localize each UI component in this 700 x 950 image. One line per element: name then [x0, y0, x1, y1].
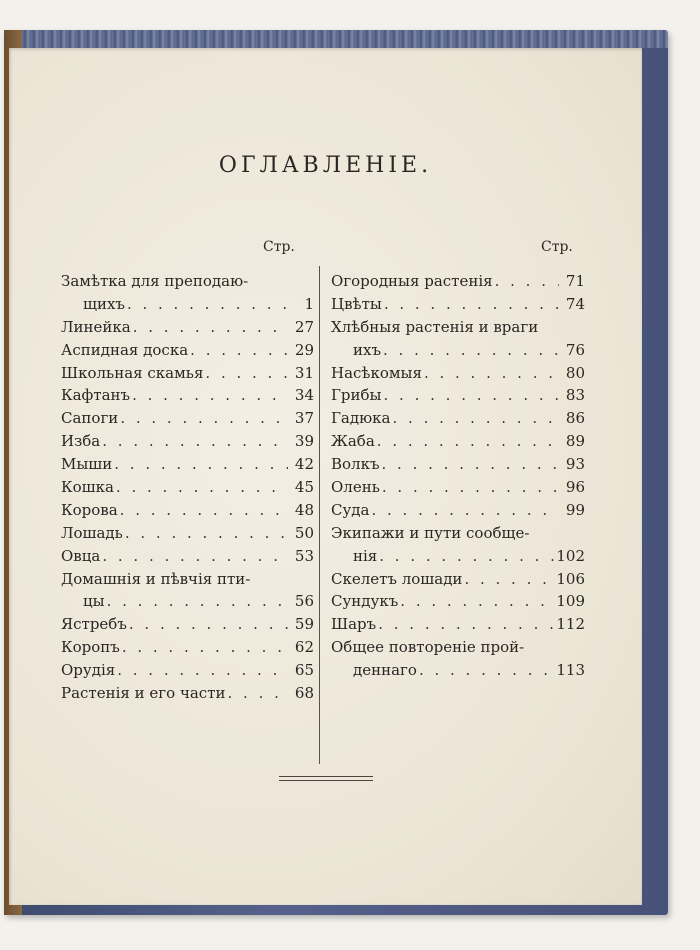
- toc-entry-title: Огородныя растенія: [331, 272, 493, 290]
- toc-page-number: 71: [565, 272, 585, 290]
- toc-entry: [331, 636, 585, 682]
- toc-entry-line: [331, 430, 585, 453]
- toc-entry-line: [331, 476, 585, 499]
- toc-entry: [331, 430, 585, 453]
- toc-entry-title: Домашнія и пѣвчія пти-: [61, 569, 251, 588]
- toc-entry-line: [331, 316, 585, 339]
- toc-dot-leader: [120, 636, 288, 659]
- toc-entry-line: [331, 270, 585, 293]
- toc-dot-leader: [382, 384, 559, 407]
- toc-page-number: 89: [565, 432, 585, 451]
- toc-dot-leader: [369, 499, 559, 522]
- toc-page-number: 48: [294, 500, 314, 519]
- toc-entry-line: [61, 362, 314, 385]
- toc-entry-line: [61, 407, 314, 430]
- toc-entry-title: Изба: [61, 432, 101, 451]
- toc-page-number: 96: [565, 478, 585, 497]
- toc-page-number: 99: [565, 500, 585, 519]
- toc-entry-line: [61, 339, 314, 362]
- toc-entry: [61, 545, 314, 568]
- toc-entry-title: Гадюка: [331, 409, 391, 428]
- toc-entry-line: [331, 453, 585, 476]
- toc-dot-leader: [127, 613, 288, 636]
- toc-page-number: 29: [294, 340, 314, 359]
- toc-entry-title: Аспидная доска: [61, 340, 189, 359]
- toc-entry-title: щихъ: [83, 294, 125, 313]
- toc-entry: [331, 316, 585, 362]
- column-divider: [319, 266, 320, 764]
- toc-dot-leader: [188, 339, 288, 362]
- toc-dot-leader: [125, 293, 288, 316]
- toc-entry: [331, 270, 585, 293]
- toc-dot-leader: [382, 293, 559, 316]
- page-title: ОГЛАВЛЕНІЕ.: [218, 153, 433, 178]
- toc-entry: [61, 453, 314, 476]
- toc-dot-leader: [112, 453, 288, 476]
- toc-entry-line: [331, 522, 585, 545]
- toc-entry-line: [61, 636, 314, 659]
- toc-entry-line: [331, 293, 585, 316]
- toc-entry-title: Экипажи и пути сообще-: [331, 523, 530, 542]
- toc-dot-leader: [375, 430, 559, 453]
- toc-entry-line: [61, 545, 314, 568]
- toc-entry-title: Растенія и его части: [61, 684, 226, 703]
- toc-entry-line: [61, 453, 314, 476]
- toc-entry-line: [331, 590, 585, 613]
- toc-entry-title: Коропъ: [61, 638, 120, 657]
- toc-dot-leader: [100, 430, 288, 453]
- toc-entry: [331, 568, 585, 591]
- toc-entry: [331, 590, 585, 613]
- toc-entry-title: Линейка: [61, 317, 131, 336]
- left-contents-column: [61, 270, 314, 705]
- toc-dot-leader: [131, 316, 288, 339]
- toc-entry-title: Хлѣбныя растенія и враги: [331, 317, 539, 336]
- toc-page-number: 112: [556, 615, 585, 634]
- toc-entry-title: Орудія: [61, 661, 116, 680]
- toc-entry-line: [61, 522, 314, 545]
- toc-page-number: 68: [294, 684, 314, 703]
- toc-entry-title: Мыши: [61, 455, 113, 474]
- toc-entry-title: Суда: [331, 500, 370, 519]
- toc-entry-title: Корова: [61, 500, 118, 519]
- toc-entry-title: Ястребъ: [61, 615, 127, 634]
- toc-entry-title: Кошка: [61, 478, 114, 497]
- toc-page-number: 27: [294, 317, 314, 336]
- toc-dot-leader: [380, 476, 559, 499]
- toc-page-number: 106: [556, 569, 585, 588]
- toc-dot-leader: [118, 499, 288, 522]
- toc-dot-leader: [100, 545, 288, 568]
- toc-entry: [61, 659, 314, 682]
- toc-page-number: 83: [565, 386, 585, 405]
- toc-page-number: 65: [294, 661, 314, 680]
- toc-entry-line: [61, 499, 314, 522]
- toc-entry: [61, 613, 314, 636]
- toc-entry-title: Школьная скамья: [61, 363, 204, 382]
- toc-entry: [61, 636, 314, 659]
- toc-entry-line: [61, 590, 314, 613]
- toc-entry: [61, 522, 314, 545]
- right-column-page-header: Стр.: [541, 239, 573, 255]
- end-rule: [279, 776, 373, 781]
- toc-entry: [61, 499, 314, 522]
- toc-entry: [61, 568, 314, 614]
- toc-dot-leader: [422, 362, 559, 385]
- toc-entry: [331, 613, 585, 636]
- toc-entry-line: [331, 499, 585, 522]
- toc-dot-leader: [381, 339, 559, 362]
- toc-dot-leader: [398, 590, 556, 613]
- toc-entry: [331, 499, 585, 522]
- toc-entry: [61, 362, 314, 385]
- left-column-page-header: Стр.: [263, 239, 295, 255]
- toc-dot-leader: [462, 568, 556, 591]
- toc-page-number: 86: [565, 409, 585, 428]
- toc-dot-leader: [203, 362, 288, 385]
- toc-entry-title: цы: [83, 592, 105, 611]
- toc-entry: [61, 339, 314, 362]
- toc-page-number: 80: [565, 363, 585, 382]
- toc-dot-leader: [377, 545, 556, 568]
- toc-dot-leader: [123, 522, 288, 545]
- toc-page-number: 76: [565, 340, 585, 359]
- toc-entry: [331, 293, 585, 316]
- toc-dot-leader: [118, 407, 288, 430]
- toc-dot-leader: [130, 384, 288, 407]
- toc-page-number: 39: [294, 432, 314, 451]
- toc-entry: [331, 407, 585, 430]
- toc-page-number: 74: [565, 294, 585, 313]
- toc-page-number: 109: [556, 592, 585, 611]
- toc-entry: [61, 384, 314, 407]
- toc-dot-leader: [105, 590, 288, 613]
- toc-entry-line: [331, 568, 585, 591]
- toc-entry-title: Волкъ: [331, 455, 380, 474]
- toc-page-number: 42: [294, 455, 314, 474]
- toc-entry-title: ихъ: [353, 340, 382, 359]
- toc-entry-line: [331, 407, 585, 430]
- toc-entry-title: Овца: [61, 546, 101, 565]
- toc-entry: [61, 430, 314, 453]
- toc-entry: [61, 316, 314, 339]
- toc-page-number: 37: [294, 409, 314, 428]
- toc-entry-title: деннаго: [353, 661, 417, 680]
- toc-entry-title: Шаръ: [331, 615, 377, 634]
- toc-entry-title: Жаба: [331, 432, 375, 451]
- toc-page-number: 113: [556, 661, 585, 680]
- toc-page-number: 50: [294, 523, 314, 542]
- toc-entry-line: [61, 613, 314, 636]
- toc-dot-leader: [380, 453, 559, 476]
- toc-page-number: 45: [294, 478, 314, 497]
- toc-entry-line: [61, 316, 314, 339]
- toc-entry-line: [331, 636, 585, 659]
- toc-dot-leader: [114, 476, 288, 499]
- toc-entry: [61, 682, 314, 705]
- toc-dot-leader: [417, 659, 556, 682]
- toc-page-number: 31: [294, 363, 314, 382]
- toc-dot-leader: [391, 407, 560, 430]
- toc-entry-title: Олень: [331, 478, 380, 497]
- toc-entry: [331, 453, 585, 476]
- toc-entry: [61, 270, 314, 316]
- toc-entry-line: [331, 384, 585, 407]
- toc-entry-line: [331, 659, 585, 682]
- toc-page-number: 59: [294, 615, 314, 634]
- toc-entry-line: [61, 293, 314, 316]
- toc-entry-line: [61, 430, 314, 453]
- toc-entry-title: Лошадь: [61, 523, 123, 542]
- toc-entry-line: [331, 339, 585, 362]
- toc-dot-leader: [226, 682, 289, 705]
- toc-entry-line: [331, 613, 585, 636]
- toc-entry-title: Сапоги: [61, 409, 119, 428]
- toc-page-number: 53: [294, 546, 314, 565]
- toc-page-number: 93: [565, 455, 585, 474]
- toc-page-number: 102: [556, 546, 585, 565]
- toc-entry-title: Замѣтка для преподаю-: [61, 272, 249, 290]
- toc-entry-title: Общее повтореніе прой-: [331, 638, 525, 657]
- toc-entry: [331, 362, 585, 385]
- toc-entry-line: [331, 362, 585, 385]
- toc-entry-line: [331, 545, 585, 568]
- toc-entry: [331, 522, 585, 568]
- toc-dot-leader: [493, 270, 559, 293]
- toc-entry-line: [61, 270, 314, 293]
- toc-entry: [61, 476, 314, 499]
- toc-entry-line: [61, 682, 314, 705]
- contents-page: [9, 48, 642, 905]
- toc-entry-title: Кафтанъ: [61, 386, 131, 405]
- toc-entry: [61, 407, 314, 430]
- right-contents-column: [331, 270, 585, 682]
- toc-entry-title: Насѣкомыя: [331, 363, 422, 382]
- toc-page-number: 56: [294, 592, 314, 611]
- toc-entry-title: нія: [353, 546, 378, 565]
- toc-page-number: 1: [304, 294, 314, 313]
- toc-page-number: 62: [294, 638, 314, 657]
- toc-dot-leader: [115, 659, 288, 682]
- toc-dot-leader: [376, 613, 556, 636]
- toc-entry-title: Грибы: [331, 386, 382, 405]
- toc-entry-line: [61, 659, 314, 682]
- toc-entry-title: Скелетъ лошади: [331, 569, 463, 588]
- toc-entry-line: [61, 476, 314, 499]
- toc-entry-title: Сундукъ: [331, 592, 399, 611]
- toc-entry-line: [61, 568, 314, 591]
- toc-entry: [331, 476, 585, 499]
- toc-entry-line: [61, 384, 314, 407]
- toc-entry: [331, 384, 585, 407]
- toc-entry-title: Цвѣты: [331, 294, 382, 313]
- toc-page-number: 34: [294, 386, 314, 405]
- cover-top-edge: [4, 30, 668, 48]
